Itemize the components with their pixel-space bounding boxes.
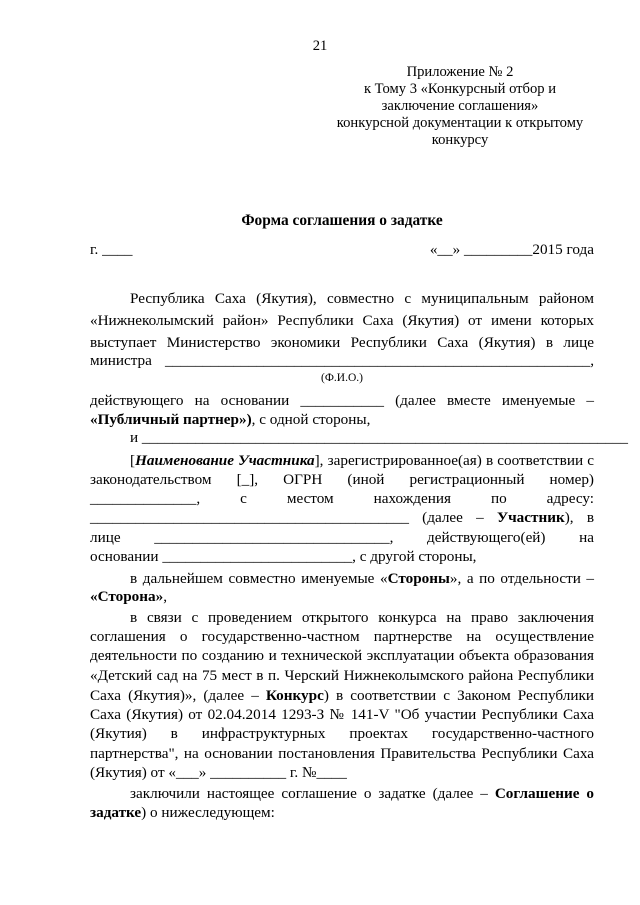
appendix-line-3: заключение соглашения» — [381, 98, 539, 114]
appendix-line-4: конкурсной документации к открытому — [336, 115, 584, 131]
parties-term: Стороны — [387, 570, 450, 587]
date-field: «__» _________2015 года — [429, 241, 594, 258]
fio-caption: (Ф.И.О.) — [321, 372, 363, 384]
party-term: «Сторона» — [90, 588, 164, 605]
deposit-agreement-term: Соглашение о — [494, 785, 594, 802]
body-line: партнерства", на основании постановления Правительства Республики Саха — [90, 745, 594, 762]
body-line: задатке) о нижеследующем: — [90, 804, 275, 821]
body-line: «Публичный партнер»), с одной стороны, — [90, 411, 371, 428]
body-line: действующего на основании ___________ (далее вместе именуемые – — [90, 392, 594, 409]
appendix-line-2: к Тому 3 «Конкурсный отбор и — [363, 81, 557, 97]
appendix-line-5: конкурсу — [431, 132, 489, 148]
participant-name-placeholder: Наименование Участника — [135, 452, 315, 469]
body-line: [Наименование Участника], зарегистрированное(ая) в соответствии с — [130, 452, 594, 469]
body-line: заключили настоящее соглашение о задатке (далее – Соглашение о — [130, 785, 594, 802]
body-line: выступает Министерство экономики Республики Саха (Якутия) в лице — [90, 334, 594, 351]
body-line: __________________________________________ (далее – Участник), в — [90, 509, 594, 526]
body-line: Саха (Якутия)», (далее – Конкурс) в соответствии с Законом Республики — [90, 687, 594, 704]
body-line: «Детский сад на 75 мест в п. Черский Нижнеколымского района Республики — [90, 667, 594, 684]
body-line: лице _______________________________, действующего(ей) на — [90, 529, 594, 546]
body-line: «Сторона», — [90, 588, 167, 605]
body-line: законодательством [_], ОГРН (иной регистрационный номер) — [90, 471, 594, 488]
body-line: (Якутия) от «___» __________ г. №____ — [90, 764, 347, 781]
body-line: Саха (Якутия) от 02.04.2014 1293-З № 141-V "Об участии Республики Саха — [90, 706, 594, 723]
body-line: (Якутия) в инфраструктурных проектах государственно-частного — [90, 725, 594, 742]
body-line: в дальнейшем совместно именуемые «Стороны», а по отдельности – — [130, 570, 594, 587]
appendix-line-1: Приложение № 2 — [406, 64, 514, 80]
place-field: г. ____ — [90, 241, 133, 258]
body-line: соглашения о государственно-частном партнерстве на осуществление — [90, 628, 594, 645]
public-partner-term: «Публичный партнер») — [90, 411, 252, 428]
page-number: 21 — [312, 38, 328, 54]
body-line: министра ________________________________________________________, — [90, 352, 594, 369]
deposit-agreement-term-end: задатке — [90, 804, 142, 821]
contest-term: Конкурс — [265, 687, 324, 704]
body-line: «Нижнеколымский район» Республики Саха (Якутия) от имени которых — [90, 312, 594, 329]
body-line: Республика Саха (Якутия), совместно с муниципальным районом — [130, 290, 594, 307]
body-line: и ________________________________________________________________ — [130, 429, 628, 446]
body-line: в связи с проведением открытого конкурса на право заключения — [130, 609, 594, 626]
body-line: ______________, с местом нахождения по адресу: — [90, 490, 594, 507]
document-title: Форма соглашения о задатке — [241, 212, 443, 229]
participant-term: Участник — [496, 509, 565, 526]
body-line: основании _________________________, с другой стороны, — [90, 548, 477, 565]
body-line: деятельности по созданию и технической эксплуатации объекта образования — [90, 647, 594, 664]
